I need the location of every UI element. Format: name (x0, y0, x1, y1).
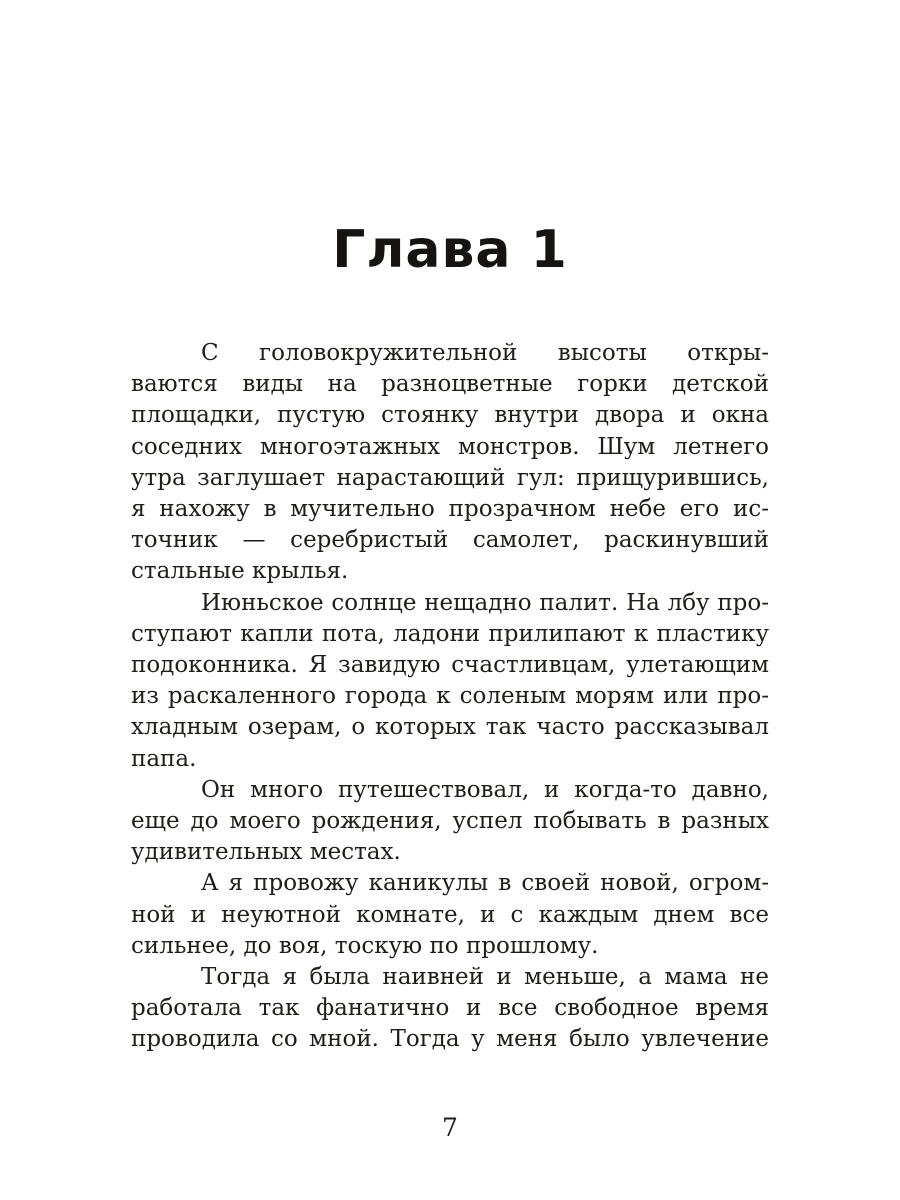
text-line: сильнее, до воя, тоскую по прошлому. (131, 932, 599, 959)
text-line: стальные крылья. (131, 558, 349, 585)
paragraph (131, 775, 769, 869)
text-line: Тогда я была наивней и меньше, а мама не (201, 964, 769, 991)
paragraph (131, 868, 769, 962)
text-line: хладным озерам, о которых так часто рассказывал (131, 714, 769, 741)
text-line: из раскаленного города к соленым морям или про- (131, 683, 769, 710)
body-text (131, 338, 769, 1056)
text-line: ваются виды на разноцветные горки детской (131, 371, 769, 398)
text-line: проводила со мной. Тогда у меня было увлечение (131, 1026, 769, 1053)
text-line: ной и неуютной комнате, и с каждым днем все (131, 901, 769, 928)
page-number: 7 (442, 1113, 458, 1142)
text-line: точник — серебристый самолет, раскинувший (131, 527, 769, 554)
text-line: еще до моего рождения, успел побывать в разных (131, 808, 769, 835)
paragraph (131, 338, 769, 588)
paragraph (131, 962, 769, 1056)
text-line: площадки, пустую стоянку внутри двора и окна (131, 402, 769, 429)
text-line: папа. (131, 745, 197, 772)
text-line: ступают капли пота, ладони прилипают к пластику (131, 620, 769, 647)
chapter-title: Глава 1 (332, 220, 568, 280)
text-line: утра заглушает нарастающий гул: прищурившись, (131, 464, 769, 491)
text-line: С головокружительной высоты откры- (201, 340, 769, 366)
text-line: я нахожу в мучительно прозрачном небе его ис- (131, 496, 769, 523)
paragraph (131, 588, 769, 775)
text-line: удивительных местах. (131, 839, 401, 866)
text-line: соседних многоэтажных монстров. Шум летнего (131, 433, 769, 460)
text-line: работала так фанатично и все свободное время (131, 995, 769, 1022)
text-line: А я провожу каникулы в своей новой, огром- (201, 870, 769, 897)
text-line: Он много путешествовал, и когда-то давно, (201, 776, 769, 803)
text-line: Июньское солнце нещадно палит. На лбу про- (201, 589, 769, 616)
text-line: подоконника. Я завидую счастливцам, улетающим (131, 652, 769, 679)
